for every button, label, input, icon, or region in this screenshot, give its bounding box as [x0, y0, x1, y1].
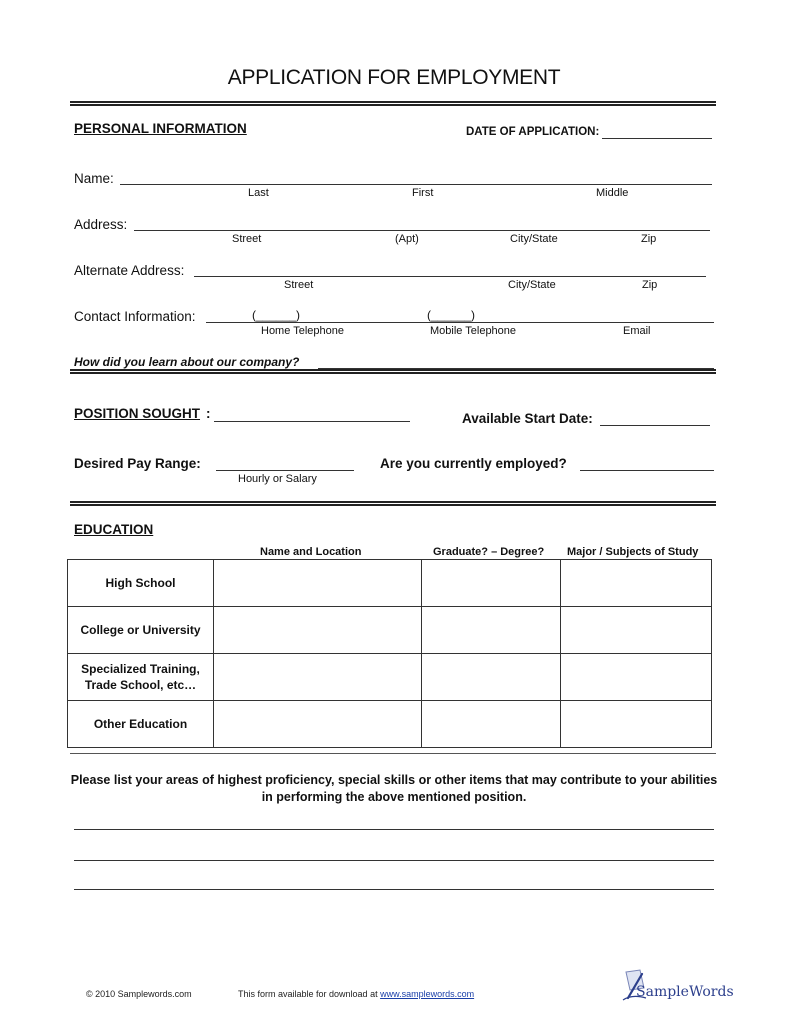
- address-sub-apt: (Apt): [395, 233, 419, 245]
- address-label: Address:: [74, 217, 128, 232]
- edu-cell-name-location[interactable]: [214, 607, 422, 654]
- name-sub-middle: Middle: [596, 187, 629, 199]
- name-sub-first: First: [412, 187, 434, 199]
- footer-download-text: This form available for download at: [238, 989, 381, 999]
- edu-col-major: Major / Subjects of Study: [567, 546, 699, 558]
- alt-address-sub-zip: Zip: [642, 279, 658, 291]
- contact-label: Contact Information:: [74, 309, 196, 324]
- edu-cell-major[interactable]: [561, 560, 712, 607]
- pay-range-label: Desired Pay Range:: [74, 456, 201, 471]
- table-row: [68, 654, 712, 701]
- table-row: [68, 607, 712, 654]
- currently-employed-field[interactable]: [580, 470, 714, 471]
- contact-sub-home: Home Telephone: [261, 325, 344, 337]
- edu-cell-graduate-degree[interactable]: [422, 607, 561, 654]
- edu-row-other: Other Education: [68, 701, 214, 748]
- edu-cell-name-location[interactable]: [214, 560, 422, 607]
- edu-cell-graduate-degree[interactable]: [422, 560, 561, 607]
- available-start-date-label: Available Start Date:: [462, 411, 593, 426]
- pay-range-sub: Hourly or Salary: [238, 473, 317, 485]
- date-of-application-field[interactable]: [602, 138, 712, 139]
- contact-field[interactable]: [206, 322, 714, 323]
- skills-prompt: Please list your areas of highest proficiency, special skills or other items that may contribute to your abilities in performing the above mentioned position.: [70, 773, 718, 804]
- skills-line-2[interactable]: [74, 860, 714, 861]
- edu-cell-name-location[interactable]: [214, 701, 422, 748]
- table-row: [68, 560, 712, 607]
- address-field[interactable]: [134, 230, 710, 231]
- skills-line-3[interactable]: [74, 889, 714, 890]
- edu-cell-graduate-degree[interactable]: [422, 701, 561, 748]
- date-of-application-label: DATE OF APPLICATION:: [466, 126, 600, 138]
- personal-divider: [70, 369, 716, 374]
- title-divider: [70, 101, 716, 106]
- edu-col-name-location: Name and Location: [260, 546, 362, 558]
- pay-range-field[interactable]: [216, 470, 354, 471]
- home-phone-area-code: (______): [252, 308, 301, 322]
- position-sought-colon: :: [206, 406, 211, 421]
- currently-employed-label: Are you currently employed?: [380, 456, 567, 471]
- logo-text: SampleWords: [636, 984, 734, 1000]
- alt-address-field[interactable]: [194, 276, 706, 277]
- education-heading: EDUCATION: [74, 522, 154, 537]
- address-sub-citystate: City/State: [510, 233, 558, 245]
- edu-row-specialized-training: Specialized Training, Trade School, etc…: [68, 654, 214, 701]
- footer-download: [238, 989, 474, 999]
- contact-sub-mobile: Mobile Telephone: [430, 325, 517, 337]
- position-sought-label: POSITION SOUGHT: [74, 406, 201, 421]
- address-sub-zip: Zip: [641, 233, 657, 245]
- edu-cell-graduate-degree[interactable]: [422, 654, 561, 701]
- education-divider: [70, 753, 716, 754]
- available-start-date-field[interactable]: [600, 425, 710, 426]
- alt-address-sub-citystate: City/State: [508, 279, 556, 291]
- address-sub-street: Street: [232, 233, 262, 245]
- alt-address-sub-street: Street: [284, 279, 314, 291]
- name-field[interactable]: [120, 184, 712, 185]
- edu-cell-major[interactable]: [561, 701, 712, 748]
- learn-about-company-label: How did you learn about our company?: [74, 355, 300, 369]
- edu-row-high-school: High School: [68, 560, 214, 607]
- alt-address-label: Alternate Address:: [74, 263, 185, 278]
- education-table: [67, 559, 712, 748]
- edu-cell-major[interactable]: [561, 607, 712, 654]
- samplewords-logo: [620, 968, 734, 1004]
- footer-copyright: © 2010 Samplewords.com: [86, 989, 192, 999]
- name-sub-last: Last: [248, 187, 269, 199]
- table-row: [68, 701, 712, 748]
- edu-cell-name-location[interactable]: [214, 654, 422, 701]
- skills-line-1[interactable]: [74, 829, 714, 830]
- edu-col-graduate-degree: Graduate? – Degree?: [433, 546, 545, 558]
- edu-row-college: College or University: [68, 607, 214, 654]
- position-divider: [70, 501, 716, 506]
- personal-info-heading: PERSONAL INFORMATION: [74, 121, 247, 136]
- position-sought-field[interactable]: [214, 421, 410, 422]
- form-title: APPLICATION FOR EMPLOYMENT: [227, 66, 561, 89]
- name-label: Name:: [74, 171, 114, 186]
- edu-cell-major[interactable]: [561, 654, 712, 701]
- mobile-phone-area-code: (______): [427, 308, 476, 322]
- contact-sub-email: Email: [623, 325, 651, 337]
- footer-download-link[interactable]: www.samplewords.com: [380, 989, 475, 999]
